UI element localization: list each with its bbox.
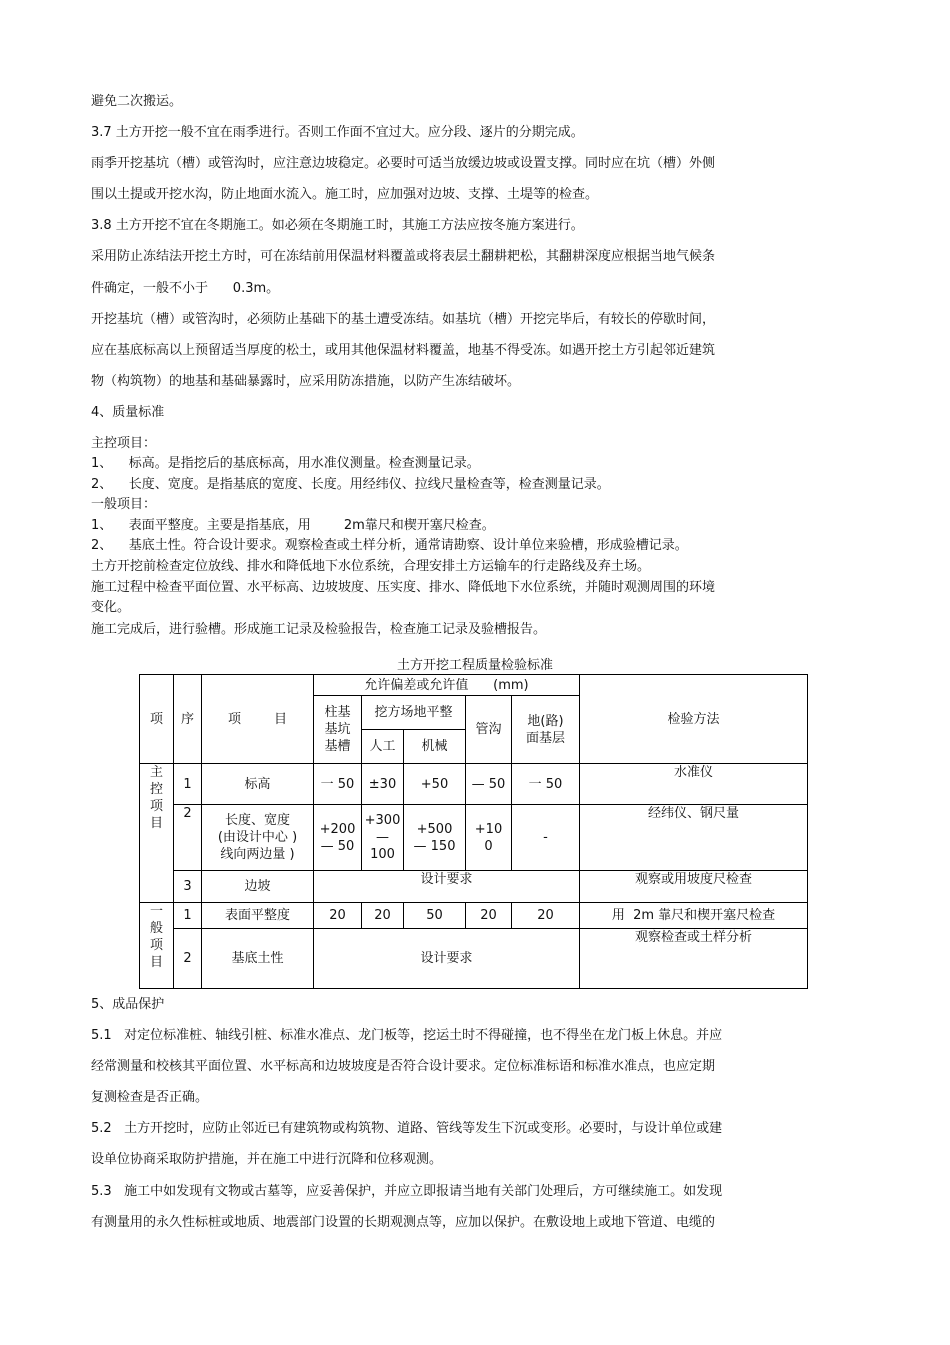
row-item: 表面平整度 [202,903,314,929]
paragraph: 设单位协商采取防护措施，并在施工中进行沉降和位移观测。 [91,1152,443,1167]
header-item: 项 目 [202,675,314,764]
cell-value: +200 — 50 [314,805,362,871]
header-zhuji: 柱基 基坑 基槽 [314,696,362,764]
cell-value: - [512,805,580,871]
cell-value: 20 [466,903,512,929]
paragraph: 施工过程中检查平面位置、水平标高、边坡坡度、压实度、排水、降低地下水位系统，并随时观测周围的环境 [91,580,716,595]
cell-value: 20 [362,903,404,929]
row-no: 2 [174,929,202,989]
paragraph: 物（构筑物）的地基和基础暴露时，应采用防冻措施，以防产生冻结破坏。 [91,374,521,389]
row-method: 经纬仪、钢尺量 [580,805,808,871]
paragraph: 5.2 土方开挖时，应防止邻近已有建筑物或构筑物、道路、管线等发生下沉或变形。必要时，与设计单位或建 [91,1121,723,1136]
paragraph: 5.3 施工中如发现有文物或古墓等，应妥善保护，并应立即报请当地有关部门处理后，方可继续施工。如发现 [91,1184,723,1199]
paragraph: 一般项目： [91,497,157,512]
paragraph: 围以土提或开挖水沟，防止地面水流入。施工时，应加强对边坡、支撑、土堤等的检查。 [91,187,599,202]
row-item: 基底土性 [202,929,314,989]
header-jixie: 机械 [404,730,466,764]
cell-value: — 50 [466,764,512,805]
paragraph: 应在基底标高以上预留适当厚度的松土，或用其他保温材料覆盖，地基不得受冻。如遇开挖土方引起邻近建筑 [91,343,716,358]
group-general-label: 一 般 项 目 [140,903,174,989]
paragraph: 复测检查是否正确。 [91,1090,209,1105]
cell-value: 一 50 [512,764,580,805]
paragraph: 施工完成后，进行验槽。形成施工记录及检验报告，检查施工记录及验槽报告。 [91,622,547,637]
paragraph: 经常测量和校核其平面位置、水平标高和边坡坡度是否符合设计要求。定位标准标语和标准水准点，也应定期 [91,1059,716,1074]
paragraph: 3.7 土方开挖一般不宜在雨季进行。否则工作面不宜过大。应分段、逐片的分期完成。 [91,125,584,140]
row-method: 观察检查或土样分析 [580,929,808,989]
header-method: 检验方法 [580,675,808,764]
group-main-label: 主 控 项 目 [140,764,174,903]
row-item: 边坡 [202,871,314,903]
paragraph: 有测量用的永久性标桩或地质、地震部门设置的长期观测点等，应加以保护。在敷设地上或地下管道、电缆的 [91,1215,716,1230]
paragraph: 2、 长度、宽度。是指基底的宽度、长度。用经纬仪、拉线尺量检查等，检查测量记录。 [91,477,610,492]
row-no: 1 [174,764,202,805]
paragraph: 2、 基底土性。符合设计要求。观察检查或土样分析，通常请勘察、设计单位来验槽，形成验槽记录。 [91,538,688,553]
row-method: 观察或用坡度尺检查 [580,871,808,903]
paragraph: 采用防止冻结法开挖土方时，可在冻结前用保温材料覆盖或将表层土翻耕耙松，其翻耕深度应根据当地气候条 [91,249,716,264]
paragraph: 3.8 土方开挖不宜在冬期施工。如必须在冬期施工时，其施工方法应按冬施方案进行。 [91,218,584,233]
cell-value: 20 [314,903,362,929]
paragraph: 1、 标高。是指挖后的基底标高，用水准仪测量。检查测量记录。 [91,456,480,471]
row-no: 1 [174,903,202,929]
quality-standard-table [139,674,808,989]
header-xiang: 项 [140,675,174,764]
cell-value: +300 — 100 [362,805,404,871]
cell-value: +10 0 [466,805,512,871]
row-requirement: 设计要求 [314,929,580,989]
paragraph: 变化。 [91,600,131,615]
row-requirement: 设计要求 [314,871,580,903]
cell-value: ±30 [362,764,404,805]
header-rengong: 人工 [362,730,404,764]
section-heading: 5、成品保护 [91,997,165,1012]
paragraph: 雨季开挖基坑（槽）或管沟时，应注意边坡稳定。必要时可适当放缓边坡或设置支撑。同时应在坑（槽）外侧 [91,156,716,171]
header-dilu: 地(路) 面基层 [512,696,580,764]
header-xu: 序 [174,675,202,764]
row-item: 长度、宽度 (由设计中心 ) 线向两边量 ) [202,805,314,871]
cell-value: +500 — 150 [404,805,466,871]
paragraph: 5.1 对定位标准桩、轴线引桩、标准水准点、龙门板等，挖运土时不得碰撞，也不得坐在龙门板上休息。并应 [91,1028,723,1043]
paragraph: 避免二次搬运。 [91,94,183,109]
cell-value: 一 50 [314,764,362,805]
header-allowance: 允许偏差或允许值 (mm) [314,675,580,696]
paragraph: 土方开挖前检查定位放线、排水和降低地下水位系统，合理安排土方运输车的行走路线及弃土场。 [91,559,651,574]
row-no: 2 [174,805,202,871]
cell-value: 20 [512,903,580,929]
paragraph: 主控项目： [91,436,157,451]
section-heading: 4、质量标准 [91,405,165,420]
row-method: 水准仪 [580,764,808,805]
header-wafang: 挖方场地平整 [362,696,466,730]
row-method: 用 2m 靠尺和楔开塞尺检查 [580,903,808,929]
table-title: 土方开挖工程质量检验标准 [396,658,553,673]
row-no: 3 [174,871,202,903]
paragraph: 1、 表面平整度。主要是指基底，用 2m靠尺和楔开塞尺检查。 [91,518,495,533]
paragraph: 开挖基坑（槽）或管沟时，必须防止基础下的基土遭受冻结。如基坑（槽）开挖完毕后，有较长的停歇时间， [91,312,716,327]
header-guangou: 管沟 [466,696,512,764]
cell-value: +50 [404,764,466,805]
row-item: 标高 [202,764,314,805]
cell-value: 50 [404,903,466,929]
paragraph: 件确定，一般不小于 0.3m。 [91,281,280,296]
